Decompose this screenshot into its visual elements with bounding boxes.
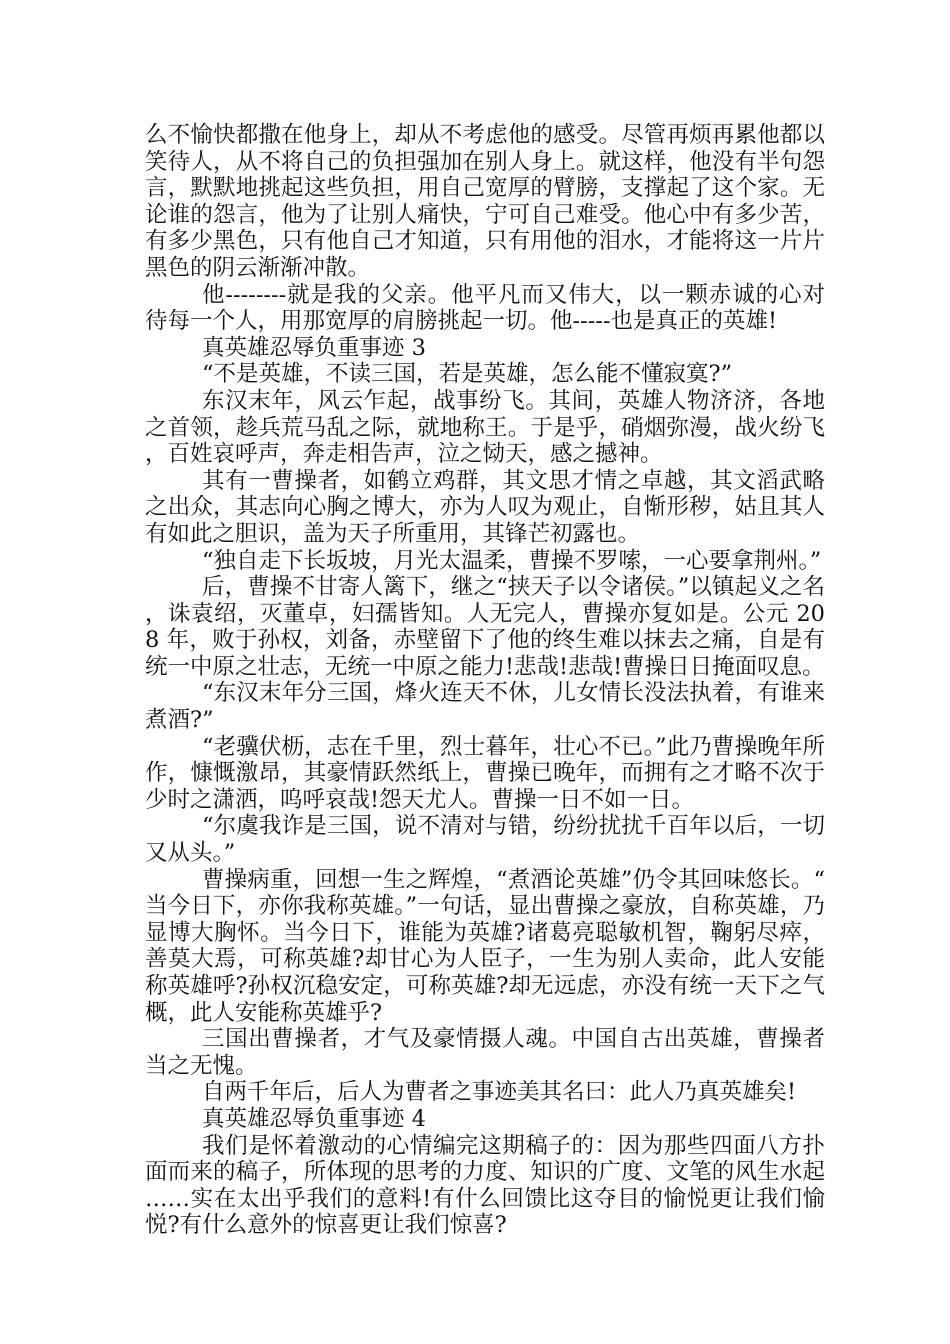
quote-paragraph: “老骥伏枥，志在千里，烈士暮年，壮心不已。”此乃曹操晚年所作，慷慨激昂，其豪情跃然纸上，曹操已晚年，而拥有之才略不次于少时之潇洒，呜呼哀哉!怨天尤人。曹操一日不如一日。 (145, 733, 825, 813)
paragraph-father: 他--------就是我的父亲。他平凡而又伟大，以一颗赤诚的心对待每一个人，用那宽厚的肩膀挑起一切。他-----也是真正的英雄! (145, 281, 825, 335)
paragraph: “不是英雄，不读三国，若是英雄，怎么能不懂寂寞?” (202, 361, 733, 388)
paragraph: 三国出曹操者，才气及豪情摄人魂。中国自古出英雄，曹操者当之无愧。 (145, 1026, 825, 1079)
section-3-heading: 真英雄忍辱负重事迹 3 (202, 334, 426, 361)
paragraph: 自两千年后，后人为曹者之事迹美其名曰：此人乃真英雄矣! (202, 1079, 797, 1106)
paragraph: 我们是怀着激动的心情编完这期稿子的：因为那些四面八方扑面而来的稿子，所体现的思考的力度、知识的广度、文笔的风生水起……实在太出乎我们的意料!有什么回馈比这夺目的愉悦更让我们愉悦?有什么意外的惊喜更让我们惊喜? (145, 1132, 825, 1239)
paragraph: 东汉末年，风云乍起，战事纷飞。其间，英雄人物济济，各地之首领，趁兵荒马乱之际，就地称王。于是乎，硝烟弥漫，战火纷飞，百姓哀呼声，奔走相告声，泣之恸天，感之撼神。 (145, 387, 825, 468)
section-4-heading: 真英雄忍辱负重事迹 4 (202, 1105, 426, 1132)
document-page (145, 122, 825, 1239)
quote-paragraph: “尔虞我诈是三国，说不清对与错，纷纷扰扰千百年以后，一切又从头。” (145, 813, 825, 867)
quote-paragraph: “东汉末年分三国，烽火连天不休，儿女情长没法执着，有谁来煮酒?” (145, 680, 825, 734)
paragraph-continued: 么不愉快都撒在他身上，却从不考虑他的感受。尽管再烦再累他都以笑待人，从不将自己的负担强加在别人身上。就这样，他没有半句怨言，默默地挑起这些负担，用自己宽厚的臂膀，支撑起了这个家。无论谁的怨言，他为了让别人痛快，宁可自己难受。他心中有多少苦，有多少黑色，只有他自己才知道，只有用他的泪水，才能将这一片片黑色的阴云渐渐冲散。 (145, 122, 825, 281)
paragraph: 曹操病重，回想一生之辉煌，“煮酒论英雄”仍令其回味悠长。“当今日下，亦你我称英雄。”一句话，显出曹操之豪放，自称英雄，乃显博大胸怀。当今日下，谁能为英雄?诸葛亮聪敏机智，鞠躬尽瘁，善莫大焉，可称英雄?却甘心为人臣子，一生为别人卖命，此人安能称英雄呼?孙权沉稳安定，可称英雄?却无远虑，亦没有统一天下之气概，此人安能称英雄乎? (145, 866, 825, 1026)
quote-paragraph: “独自走下长坂坡，月光太温柔，曹操不罗嗦，一心要拿荆州。” (202, 547, 822, 574)
paragraph: 其有一曹操者，如鹤立鸡群，其文思才情之卓越，其文滔武略之出众，其志向心胸之博大，亦为人叹为观止，自惭形秽，姑且其人有如此之胆识，盖为天子所重用，其锋芒初露也。 (145, 467, 825, 547)
paragraph: 后，曹操不甘寄人篱下，继之“挟天子以令诸侯。”以镇起义之名，诛袁绍，灭董卓，妇孺皆知。人无完人，曹操亦复如是。公元 208 年，败于孙权，刘备，赤壁留下了他的终生难以抹去之痛，自是有统一中原之壮志，无统一中原之能力!悲哉!悲哉!曹操日日掩面叹息。 (145, 574, 825, 680)
